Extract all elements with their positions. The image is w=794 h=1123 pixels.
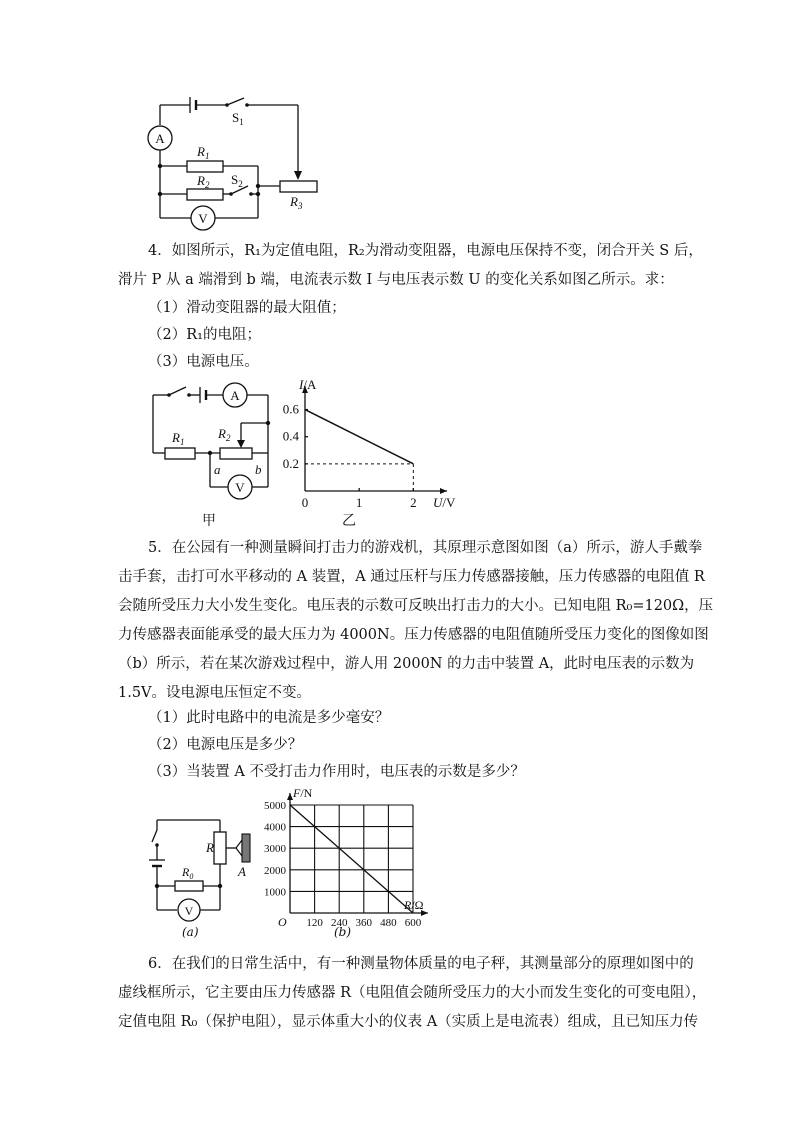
y-tick-label: 3000 <box>264 843 286 856</box>
label-r3: $R_3$ <box>290 194 303 211</box>
x-tick-label: 1 <box>355 495 363 510</box>
fig-a-caption: (a) <box>182 925 199 939</box>
y-tick-label: 5000 <box>264 800 286 812</box>
q5-line-2: 击手套，击打可水平移动的 A 装置，A 通过压杆与压力传感器接触，压力传感器的电阻值 R <box>118 569 705 585</box>
x-tick-label: 480 <box>380 917 397 929</box>
switch-s1 <box>225 98 249 107</box>
battery <box>149 860 165 866</box>
switch-s <box>167 387 191 397</box>
label-s1: $S_1$ <box>232 110 244 127</box>
battery <box>190 97 196 113</box>
resistor-r2 <box>187 189 223 200</box>
fig-b-caption: (b) <box>334 925 352 939</box>
q5-line-4: 力传感器表面能承受的最大压力为 4000N。压力传感器的电阻值随所受压力变化的图像如图 <box>118 627 709 643</box>
y-tick-label: 0.2 <box>282 455 299 471</box>
resistor-r0 <box>175 881 203 891</box>
chart-i-u <box>280 377 460 530</box>
label-r: R <box>206 840 214 855</box>
x-tick-label: 120 <box>306 917 323 929</box>
q5-sub-2: （2）电源电压是多少？ <box>148 737 303 753</box>
battery <box>200 387 206 403</box>
label-r0: $R_0$ <box>182 865 194 881</box>
circuit-figure-q3 <box>0 0 794 240</box>
ammeter-label: A <box>230 388 240 403</box>
circuit-figure-q5 <box>0 790 260 950</box>
q4-sub-2: （2）R₁的电阻； <box>148 327 261 343</box>
y-axis-label: I/A <box>299 377 317 392</box>
label-r2: $R_2$ <box>197 173 210 190</box>
series-line <box>305 410 413 464</box>
x-tick-label: 2 <box>410 495 417 510</box>
label-s2: $S_2$ <box>231 172 243 189</box>
x-axis-label: R/Ω <box>404 898 424 912</box>
q4-sub-1: （1）滑动变阻器的最大阻值； <box>148 300 346 316</box>
q4-line-1: 4．如图所示，R₁为定值电阻，R₂为滑动变阻器，电源电压保持不变，闭合开关 S 后， <box>148 243 703 259</box>
q5-line-6: 1.5V。设电源电压恒定不变。 <box>118 685 312 701</box>
q4-sub-3: （3）电源电压。 <box>148 354 259 370</box>
series-line <box>290 805 413 913</box>
x-tick-label: 360 <box>355 917 373 929</box>
x-tick-label: 0 <box>301 495 309 510</box>
y-axis-label: F/N <box>293 786 313 800</box>
resistor-r2 <box>220 448 252 459</box>
y-tick-label: 1000 <box>264 886 286 899</box>
label-r1: $R_1$ <box>197 144 210 161</box>
q6-line-3: 定值电阻 R₀（保护电阻），显示体重大小的仪表 A（实质上是电流表）组成，且已知压力传 <box>118 1014 699 1030</box>
y-tick-label: 2000 <box>264 864 286 877</box>
q5-line-5: （b）所示，若在某次游戏过程中，游人用 2000N 的力击中装置 A，此时电压表的示数为 <box>118 656 695 672</box>
q6-line-1: 6．在我们的日常生活中，有一种测量物体质量的电子秤，其测量部分的原理如图中的 <box>148 956 694 972</box>
voltmeter-label: V <box>198 211 208 226</box>
q5-line-1: 5．在公园有一种测量瞬间打击力的游戏机，其原理示意图如图（a）所示，游人手戴拳 <box>148 540 703 556</box>
x-axis-arrow <box>440 488 447 494</box>
label-r2: $R_2$ <box>218 426 231 443</box>
voltmeter-label: V <box>184 904 194 918</box>
device-a <box>242 834 250 862</box>
label-a: A <box>238 864 246 879</box>
resistor-r3 <box>280 181 317 192</box>
label-b: b <box>255 462 262 477</box>
y-tick-label: 4000 <box>264 821 286 834</box>
switch-s <box>152 830 159 847</box>
fig-yi-caption: 乙 <box>342 513 356 529</box>
voltmeter-label: V <box>235 480 245 495</box>
label-a: a <box>214 462 221 477</box>
q5-line-3: 会随所受压力大小发生变化。电压表的示数可反映出打击力的大小。已知电阻 R₀=120Ω，压 <box>118 598 714 614</box>
circuit-figure-q4 <box>0 375 300 505</box>
y-tick-label: 0.6 <box>282 401 299 417</box>
ammeter-label: A <box>155 131 165 146</box>
q5-sub-3: （3）当装置 A 不受打击力作用时，电压表的示数是多少？ <box>148 764 525 780</box>
y-tick-label: 0.4 <box>282 428 299 444</box>
x-tick-label: 240 <box>330 917 348 929</box>
q5-sub-1: （1）此时电路中的电流是多少毫安？ <box>148 710 390 726</box>
q4-line-2: 滑片 P 从 a 端滑到 b 端，电流表示数 I 与电压表示数 U 的变化关系如图乙所示。求： <box>118 272 674 288</box>
origin-label: O <box>278 915 287 929</box>
sensor-r <box>214 832 226 864</box>
resistor-r1 <box>165 448 195 459</box>
label-r1: $R_1$ <box>172 430 185 447</box>
q6-line-2: 虚线框所示，它主要由压力传感器 R（电阻值会随所受压力的大小而发生变化的可变电阻）， <box>118 985 707 1001</box>
chart-f-r <box>250 785 450 935</box>
fig-jia-caption: 甲 <box>202 513 216 529</box>
resistor-r1 <box>187 161 223 172</box>
x-tick-label: 600 <box>404 917 422 929</box>
x-axis-label: U/V <box>433 495 456 510</box>
